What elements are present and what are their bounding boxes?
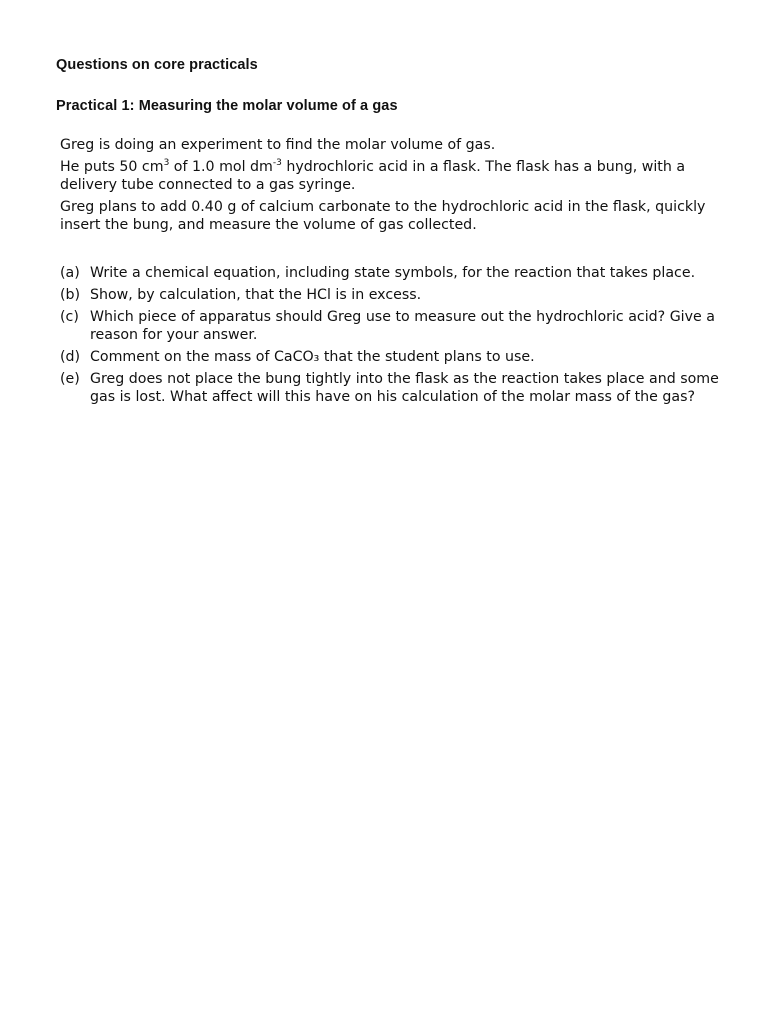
question-label: (d) (60, 349, 81, 365)
section-heading: Questions on core practicals (56, 57, 258, 73)
practical-heading: Practical 1: Measuring the molar volume of a gas (56, 98, 398, 114)
question-item (60, 308, 730, 344)
question-item (60, 370, 730, 406)
question-text: Write a chemical equation, including state symbols, for the reaction that takes place. (90, 265, 696, 281)
question-item (60, 264, 730, 282)
question-label: (e) (60, 371, 80, 387)
intro-text (60, 136, 730, 238)
question-label: (b) (60, 287, 81, 303)
question-list (60, 264, 730, 410)
question-text: Show, by calculation, that the HCl is in excess. (90, 287, 422, 303)
intro-paragraph-2 (60, 158, 730, 194)
question-text: Greg does not place the bung tightly into the flask as the reaction takes place and some gas is lost. What affect will this have on his calculation of the molar mass of the gas? (90, 371, 719, 405)
intro-p2-part-a: He puts 50 cm (60, 159, 164, 175)
question-text: Which piece of apparatus should Greg use to measure out the hydrochloric acid? Give a reason for your answer. (90, 309, 715, 343)
intro-p2-part-b: of 1.0 mol dm (169, 159, 273, 175)
question-label: (a) (60, 265, 80, 281)
question-item (60, 348, 730, 366)
question-item (60, 286, 730, 304)
intro-p2-part-c: hydrochloric acid in a flask. The flask has a bung, with a delivery tube connected to a gas syringe. (60, 159, 686, 193)
intro-p2-sup-cubed: 3 (163, 158, 170, 168)
question-label: (c) (60, 309, 79, 325)
intro-paragraph-3: Greg plans to add 0.40 g of calcium carbonate to the hydrochloric acid in the flask, quickly insert the bung, and measure the volume of gas collected. (60, 199, 706, 233)
intro-p2-sup-minus-three: -3 (272, 158, 282, 168)
intro-paragraph-1: Greg is doing an experiment to find the molar volume of gas. (60, 137, 496, 153)
question-text: Comment on the mass of CaCO₃ that the student plans to use. (90, 349, 535, 365)
